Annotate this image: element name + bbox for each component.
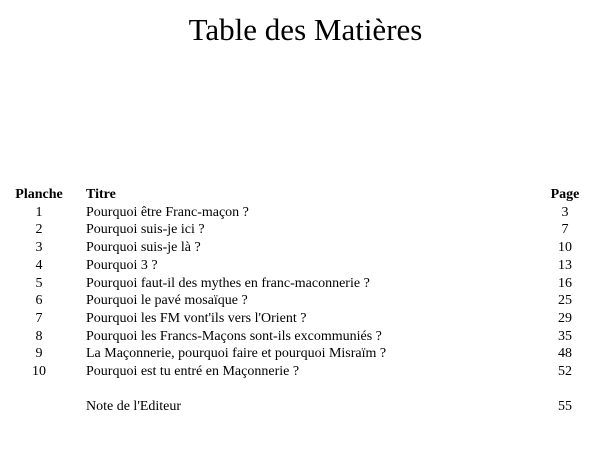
toc-row	[0, 204, 605, 222]
editor-note-page: 55	[558, 399, 572, 415]
entry-title: Pourquoi suis-je ici ?	[86, 222, 205, 238]
toc-table	[0, 186, 605, 416]
toc-row	[0, 310, 605, 328]
editor-note-title: Note de l'Editeur	[86, 399, 182, 415]
entry-number: 9	[35, 346, 43, 362]
entry-title: Pourquoi est tu entré en Maçonnerie ?	[86, 364, 300, 380]
entry-number: 5	[35, 275, 43, 291]
entry-number: 7	[35, 310, 43, 326]
entry-title: Pourquoi les FM vont'ils vers l'Orient ?	[86, 310, 307, 326]
header-titre: Titre	[86, 187, 116, 202]
toc-header-row	[0, 186, 605, 204]
entry-title: Pourquoi les Francs-Maçons sont-ils excommuniés ?	[86, 328, 382, 344]
entry-number: 3	[35, 240, 43, 256]
toc-row	[0, 328, 605, 346]
toc-row	[0, 363, 605, 381]
entry-number-empty	[0, 398, 78, 416]
entry-number: 1	[35, 204, 43, 220]
page-title: Table des Matières	[188, 12, 423, 47]
entry-number: 10	[32, 364, 46, 380]
toc-row-editor-note	[0, 398, 605, 416]
entry-title: Pourquoi le pavé mosaïque ?	[86, 293, 248, 309]
entry-page: 16	[558, 275, 572, 291]
entry-title: La Maçonnerie, pourquoi faire et pourquoi Misraïm ?	[86, 346, 387, 362]
entry-page: 13	[558, 257, 572, 273]
entry-number: 4	[35, 257, 43, 273]
entry-title: Pourquoi faut-il des mythes en franc-maconnerie ?	[86, 275, 370, 291]
entry-number: 8	[35, 328, 43, 344]
entry-number: 2	[35, 222, 43, 238]
entry-page: 29	[558, 310, 572, 326]
header-page: Page	[550, 187, 580, 202]
toc-row	[0, 221, 605, 239]
entry-page: 25	[558, 293, 572, 309]
entry-page: 3	[561, 204, 569, 220]
toc-row	[0, 257, 605, 275]
toc-row	[0, 292, 605, 310]
spacer-row	[0, 381, 605, 399]
entry-title: Pourquoi suis-je là ?	[86, 240, 201, 256]
entry-title: Pourquoi être Franc-maçon ?	[86, 204, 249, 220]
entry-page: 48	[558, 346, 572, 362]
header-planche: Planche	[15, 187, 63, 202]
toc-row	[0, 275, 605, 293]
toc-row	[0, 345, 605, 363]
entry-title: Pourquoi 3 ?	[86, 257, 158, 273]
entry-page: 10	[558, 240, 572, 256]
entry-page: 35	[558, 328, 572, 344]
entry-page: 7	[561, 222, 569, 238]
toc-row	[0, 239, 605, 257]
entry-number: 6	[35, 293, 43, 309]
entry-page: 52	[558, 364, 572, 380]
